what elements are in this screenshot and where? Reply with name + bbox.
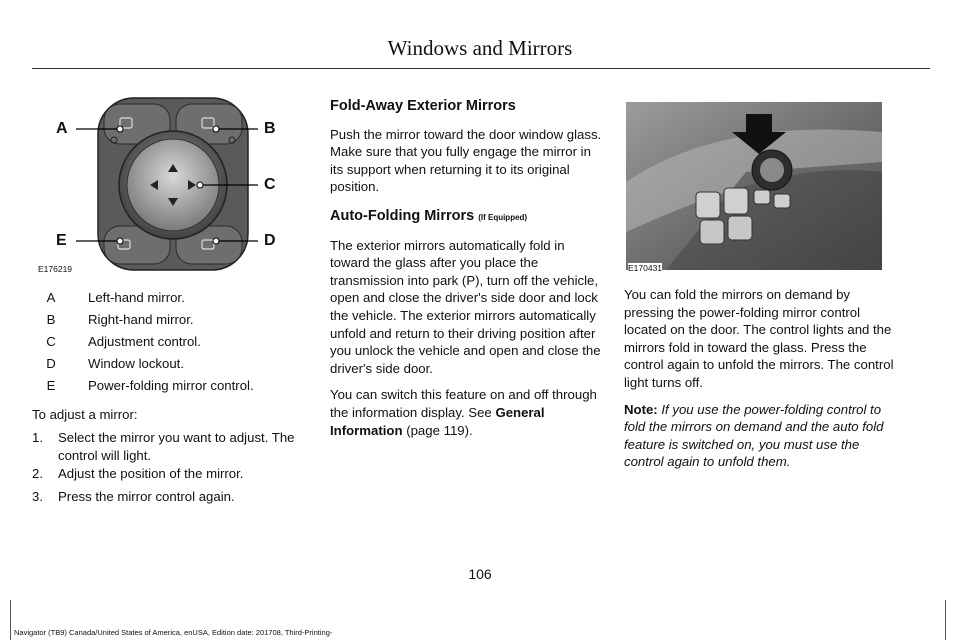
step-text: Adjust the position of the mirror. (58, 466, 244, 481)
callout-d: D (264, 232, 276, 249)
legend-text: Right-hand mirror. (88, 312, 194, 327)
callout-a: A (56, 120, 68, 137)
callout-c: C (264, 176, 276, 193)
door-panel-figure (626, 102, 882, 270)
auto-folding-body: The exterior mirrors automatically fold in toward the glass after you place the transmission into park (P), turn off the vehicle, open and close the driver's side door and lock the vehicle. The exterior mirrors automatically unfold and return to their driving position after you unlock the vehicle and open and close the driver's side door. (330, 237, 601, 376)
step-number: 3. (32, 489, 43, 504)
note (624, 401, 900, 471)
auto-folding-heading (330, 208, 602, 227)
legend-row-c (40, 334, 320, 349)
switch-text-pre: You can switch this feature on and off through the information display. See (330, 387, 597, 420)
fold-away-body: Push the mirror toward the door window glass. Make sure that you fully engage the mirror in its support when returning it to its original position. (330, 126, 602, 195)
legend-row-e (40, 378, 320, 393)
step-2 (32, 465, 322, 483)
legend-key: E (46, 378, 56, 393)
mirror-control-illustration (36, 86, 326, 278)
step-text: Press the mirror control again. (58, 489, 235, 504)
adjust-intro: To adjust a mirror: (32, 407, 138, 422)
note-label: Note: (624, 401, 658, 417)
fold-demand-body: You can fold the mirrors on demand by pressing the power-folding mirror control located on the door. The control lights and the mirrors fold in toward the glass. Press the control again to unfold the mirrors. The control light turns off. (624, 287, 894, 390)
legend-key: B (46, 312, 56, 327)
mirror-control-figure (36, 86, 326, 278)
legend-text: Left-hand mirror. (88, 290, 185, 305)
figure-code-right: E170431 (628, 263, 663, 273)
legend-key: D (46, 356, 56, 371)
legend-row-a (40, 290, 320, 305)
legend-text: Adjustment control. (88, 334, 201, 349)
middle-column (330, 98, 602, 439)
legend-key: A (46, 290, 56, 305)
footer-text: Navigator (TB9) Canada/United States of America, enUSA, Edition date: 201708, Third-Printing- (14, 628, 333, 637)
step-number: 1. (32, 430, 43, 445)
legend-text: Power-folding mirror control. (88, 378, 254, 393)
page-number: 106 (468, 566, 492, 582)
legend-row-b (40, 312, 320, 327)
if-equipped-tag: (If Equipped) (478, 212, 528, 222)
right-column (624, 286, 900, 471)
header-rule (32, 68, 930, 69)
figure-code-left: E176219 (38, 264, 73, 274)
step-text: Select the mirror you want to adjust. The control will light. (58, 430, 295, 463)
footer-rule-left (10, 600, 11, 640)
general-information-link[interactable]: General Information (330, 404, 545, 438)
auto-folding-heading-text: Auto-Folding Mirrors (330, 207, 475, 224)
fold-away-heading: Fold-Away Exterior Mirrors (330, 98, 516, 114)
legend-row-d (40, 356, 320, 371)
auto-folding-switch-text (330, 386, 602, 439)
page-title: Windows and Mirrors (387, 36, 573, 60)
footer-rule-right (945, 600, 946, 640)
door-panel-photo (626, 102, 882, 270)
switch-text-post: (page 119). (402, 422, 473, 438)
note-text: If you use the power-folding control to fold the mirrors on demand and the auto fold feature is switched on, you must use the control again to unfold them. (624, 401, 884, 470)
step-number: 2. (32, 466, 43, 481)
legend-text: Window lockout. (88, 356, 185, 371)
step-1 (32, 429, 322, 464)
step-3 (32, 488, 322, 506)
callout-b: B (264, 120, 276, 137)
callout-e: E (56, 232, 67, 249)
legend-key: C (46, 334, 56, 349)
